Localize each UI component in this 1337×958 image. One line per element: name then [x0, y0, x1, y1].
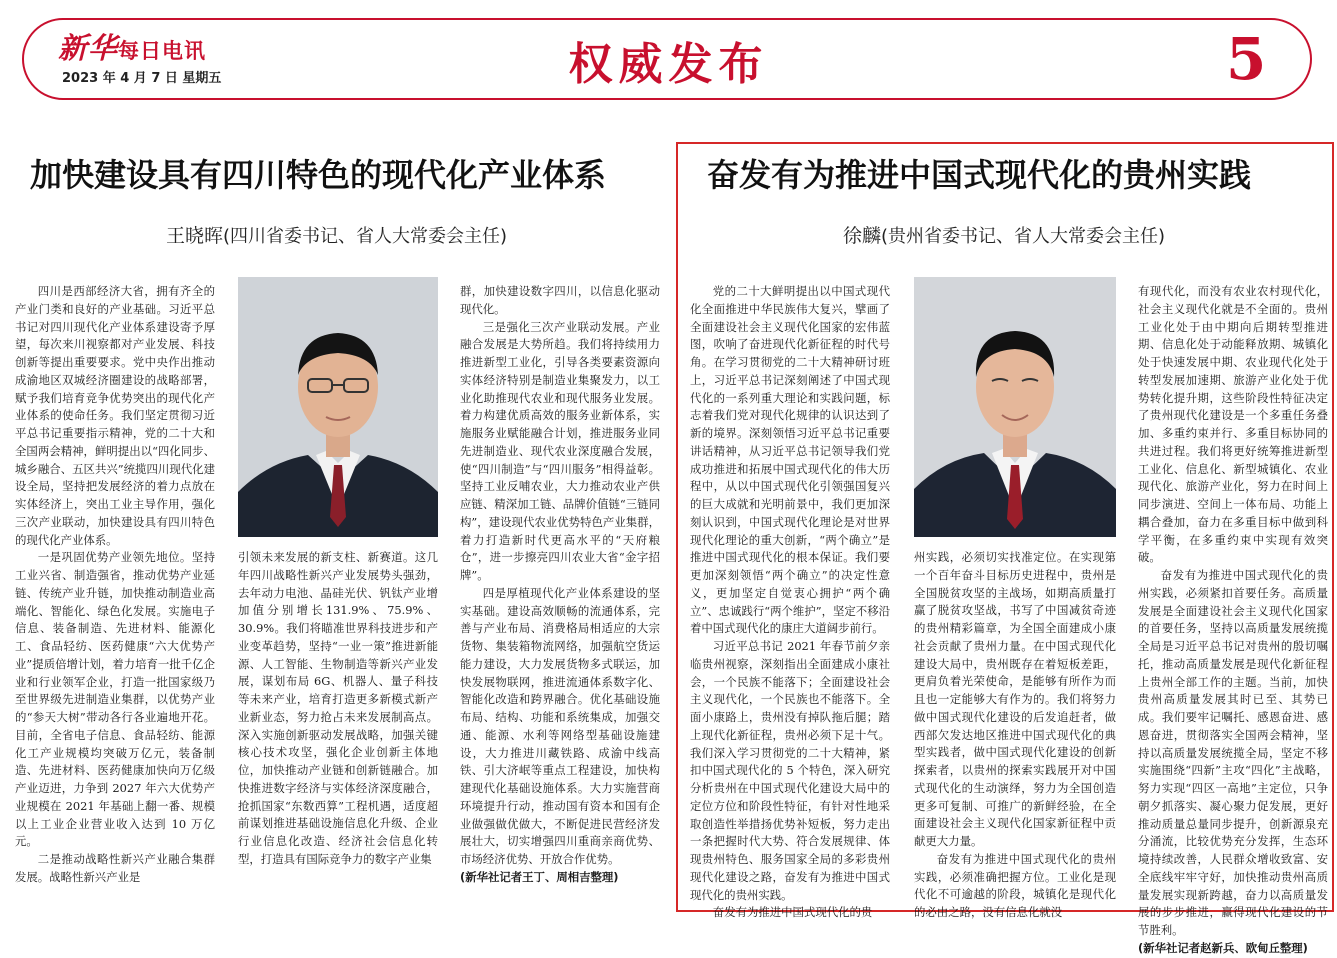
paragraph: 二是推动战略性新兴产业融合集群发展。战略性新兴产业是 [15, 852, 215, 884]
right-author-name: 徐麟 [843, 225, 882, 247]
paragraph: 引领未来发展的新支柱、新赛道。这几年四川战略性新兴产业发展势头强劲，去年动力电池、晶硅光伏、钒钛产业增加值分别增长131.9%、75.9%、30.9%。我们将瞄准世界科技进步和产业变革趋势，坚持“一业一策”推进新能源、人工智能、生物制造等新兴产业发展，谋划布局 6G、机器人、量子科技等未来产业，培育打造更多新模式新产业新业态，努力抢占未来发展制高点。深入实施创新驱动发展战略，加强关键核心技术攻坚，强化企业创新主体地位，加快推动产业链和创新链融合。加快推进数字经济与实体经济深度融合，抢抓国家“东数西算”工程机遇，适度超前谋划推进基础设施信息化升级、企业行业信息化改造、经济社会信息化转型，打造具有国际竞争力的数字产业集 [238, 550, 438, 866]
right-headline: 奋发有为推进中国式现代化的贵州实践 [707, 156, 1252, 194]
paragraph: 奋发有为推进中国式现代化的贵 [712, 905, 873, 920]
issue-date: 2023 年 4 月 7 日 星期五 [62, 71, 222, 86]
paragraph: 党的二十大鲜明提出以中国式现代化全面推进中华民族伟大复兴，擘画了全面建设社会主义现代化国家的宏伟蓝图，吹响了奋进现代化新征程的时代号角。在学习贯彻党的二十大精神研讨班上，习近平总书记深刻阐述了中国式现代化的一系列重大理论和实践问题，标志着我们党对现代化规律的认识达到了新的境界。深刻领悟习近平总书记重要讲话精神，从习近平总书记领导我们党成功推进和拓展中国式现代化的伟大历程中，从以中国式现代化引领强国复兴的巨大成就和光明前景中，我们更加深刻认识到，中国式现代化理论是对世界现代化理论的重大创新，“两个确立”是推进中国式现代化的根本保证。我们要更加深刻领悟“两个确立”的决定性意义，更加坚定自觉衷心拥护“两个确立”、忠诚践行“两个维护”，坚定不移沿着中国式现代化的康庄大道阔步前行。 [690, 284, 890, 636]
right-byline [843, 221, 1165, 248]
left-headline: 加快建设具有四川特色的现代化产业体系 [30, 156, 607, 194]
right-article-column-2 [914, 549, 1116, 919]
left-byline [166, 221, 507, 248]
left-article-column-1 [15, 283, 215, 895]
right-article-column-1 [690, 283, 890, 920]
paragraph: 群，加快建设数字四川，以信息化驱动现代化。 [460, 284, 660, 316]
paragraph: 奋发有为推进中国式现代化的贵州实践，必须紧扣首要任务。高质量发展是全面建设社会主义现代化国家的首要任务，坚持以高质量发展统揽全局是习近平总书记对贵州的殷切嘱托，推动高质量发展是现代化新征程上贵州全部工作的主题。当前，加快贵州高质量发展其时已至、其势已成。我们要牢记嘱托、感恩奋进、感恩奋进，贯彻落实全国两会精神，坚持以高质量发展统揽全局，坚定不移实施围绕“四新”主攻“四化”主战略，努力实现“四区一高地”主定位，只争朝夕抓落实、凝心聚力促发展，更好推动质量总量同步提升，创新源泉充分涌流，比较优势充分发挥，生态环境持续改善，人民群众增收致富、安全底线牢牢守好，加快推动贵州高质量发展实现新跨越，奋力以高质量发展的步步推进，赢得现代化建设的节节胜利。 [1138, 568, 1328, 937]
paragraph: 三是强化三次产业联动发展。产业融合发展是大势所趋。我们将持续用力推进新型工业化，引导各类要素资源向实体经济特别是制造业集聚发力，以工业化助推现代农业和现代服务业发展。着力构建优质高效的服务业新体系，实施服务业赋能融合计划，推进服务业同先进制造业、现代农业深度融合发展，使“四川制造”与“四川服务”相得益彰。坚持工业反哺农业，大力推动农业产供应链、精深加工链、品牌价值链“三链同构”，建设现代农业优势特色产业集群，着力打造新时代更高水平的“天府粮仓”，进一步擦亮四川农业大省“金字招牌”。 [460, 319, 660, 582]
paragraph: 奋发有为推进中国式现代化的贵州实践，必须准确把握方位。工业化是现代化不可逾越的阶段，城镇化是现代化的必由之路，没有信息化就没 [914, 851, 1116, 919]
left-article-signature: (新华社记者王丁、周相吉整理) [460, 869, 619, 884]
newspaper-logo: 新华每日电讯 [58, 31, 207, 65]
paragraph: 州实践，必须切实找准定位。在实现第一个百年奋斗目标历史进程中，贵州是全国脱贫攻坚的主战场，如期高质量打赢了脱贫攻坚战，书写了中国减贫奇迹的贵州精彩篇章，为全国全面建成小康社会贡献了贵州力量。在中国式现代化建设大局中，贵州既存在着短板差距，更肩负着光荣使命，是能够有所作为而且也一定能够大有作为的。我们将努力做中国式现代化建设的后发追赶者，做西部欠发达地区推进中国式现代化的典型实践者，做中国式现代化建设的创新探索者，以贵州的探索实践展开对中国式现代化的生动演绎，努力为全国创造更多可复制、可推广的新鲜经验，在全面建设社会主义现代化国家新征程中贡献更大力量。 [914, 550, 1116, 848]
paragraph: 四是厚植现代化产业体系建设的坚实基础。建设高效顺畅的流通体系，完善与产业布局、消费格局相适应的大宗货物、集装箱物流网络，加强航空货运能力建设，大力发展货物多式联运，加快发展物联网，推进流通体系数字化、智能化改造和跨界融合。优化基础设施布局、结构、功能和系统集成，加强交通、能源、水利等网络型基础设施建设，大力推进川藏铁路、成渝中线高铁、引大济岷等重点工程建设，加快构建现代化基础设施体系。大力实施营商环境提升行动，推动国有资本和国有企业做强做优做大，不断促进民营经济发展壮大，切实增强四川重商亲商优势、市场经济优势、开放合作优势。 [460, 585, 660, 866]
left-article-column-3 [460, 283, 660, 895]
paragraph: 有现代化，而没有农业农村现代化，社会主义现代化就是不全面的。贵州工业化处于由中期向后期转型推进期、信息化处于动能释放期、城镇化处于快速发展中期、农业现代化处于转型发展加速期、旅游产业化处于优势转化提升期，这些阶段性特征决定了贵州现代化建设是一个多重任务叠加、多重约束并行、多重目标协同的共进过程。我们将更好统筹推进新型工业化、信息化、新型城镇化、农业现代化、旅游产业化，努力在时间上同步演进、空间上一体布局、功能上耦合叠加，奋力在多重目标中做到科学平衡，在多重约束中实现有效突破。 [1138, 284, 1328, 565]
left-article-column-2 [238, 549, 438, 895]
newspaper-logo-sub: 每日电讯 [118, 39, 207, 63]
right-article-signature: (新华社记者赵新兵、欧甸丘整理) [1138, 940, 1308, 955]
portrait-illustration-left [238, 277, 438, 537]
portrait-illustration-right [914, 277, 1116, 537]
left-author-name: 王晓晖 [166, 225, 224, 247]
section-title: 权威发布 [568, 39, 769, 90]
right-author-title: (贵州省委书记、省人大常委会主任) [881, 226, 1166, 247]
left-author-title: (四川省委书记、省人大常委会主任) [223, 226, 508, 247]
left-author-photo [238, 277, 438, 537]
page-number: 5 [1226, 25, 1267, 93]
paragraph: 一是巩固优势产业领先地位。坚持工业兴省、制造强省，推动优势产业延链、传统产业升链，加快推动制造业高端化、智能化、绿色化发展。实施电子信息、装备制造、先进材料、能源化工、食品轻纺、医药健康“六大优势产业”提质倍增计划，着力培育一批千亿企业和行业领军企业，打造一批国家级乃至世界级先进制造业集群，以优势产业的“参天大树”带动各行各业遍地开花。目前，全省电子信息、食品轻纺、能源化工产业规模均突破万亿元，装备制造、先进材料、医药健康加快向万亿级产业迈进，力争到 2027 年六大优势产业规模在 2021 年基础上翻一番、规模以上工业企业营业收入达到 10 万亿元。 [15, 550, 215, 849]
right-author-photo [914, 277, 1116, 537]
paragraph: 四川是西部经济大省，拥有齐全的产业门类和良好的产业基础。习近平总书记对四川现代化产业体系建设寄予厚望，每次来川视察都对产业发展、科技创新等提出重要要求。党中央作出推动成渝地区双城经济圈建设的战略部署，赋予我们培育竞争优势突出的现代化产业体系的使命任务。我们坚定贯彻习近平总书记重要指示精神，党的二十大和全国两会精神，鲜明提出以“四化同步、城乡融合、五区共兴”统揽四川现代化建设全局，坚持把发展经济的着力点放在实体经济上，突出工业主导作用，强化三次产业联动，加快建设具有四川特色的现代化产业体系。 [15, 284, 215, 547]
paragraph: 习近平总书记 2021 年春节前夕亲临贵州视察，深刻指出全面建成小康社会，一个民族不能落下；全面建设社会主义现代化，一个民族也不能落下。全面小康路上，贵州没有掉队拖后腿；踏上现代化新征程，贵州必须下足十气。我们深入学习贯彻党的二十大精神，紧扣中国式现代化的 5 个特色，深入研究分析贵州在中国式现代化建设大局中的定位方位和阶段性特征，有针对性地采取创造性举措扬优势补短板，努力走出一条把握时代大势、符合发展规律、体现贵州特色、服务国家全局的多彩贵州现代化建设之路，奋发有为推进中国式现代化的贵州实践。 [690, 639, 890, 902]
right-article-column-3 [1138, 283, 1328, 955]
